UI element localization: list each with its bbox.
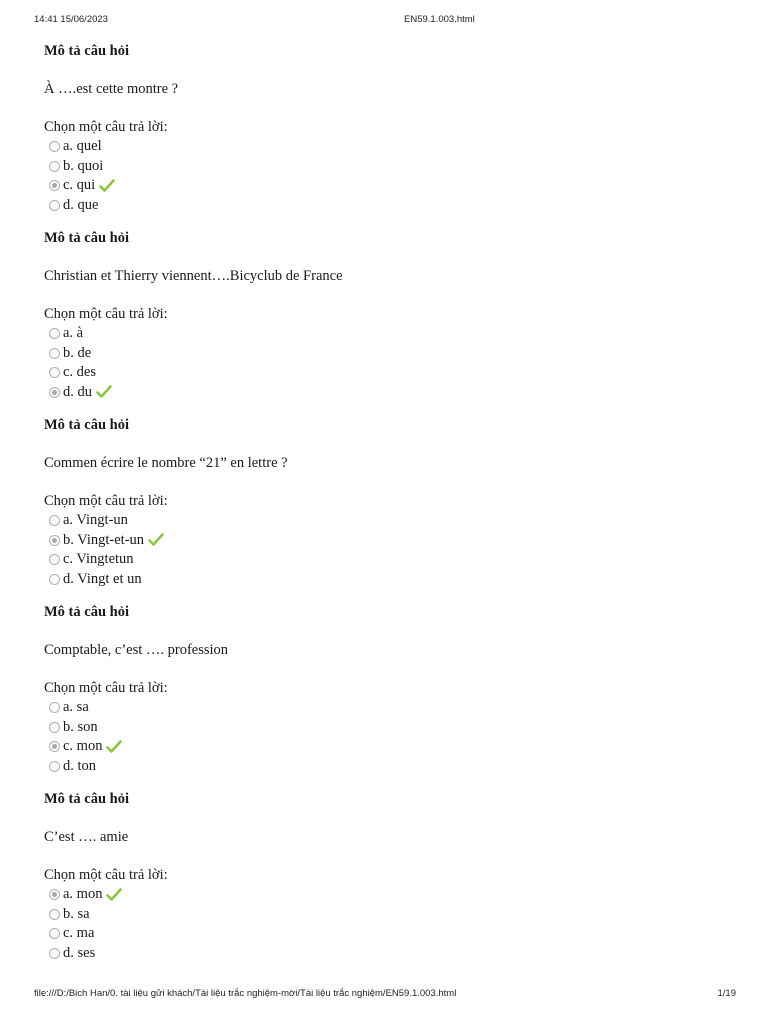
answer-prompt: Chọn một câu trả lời:	[44, 306, 168, 322]
print-page-number: 1/19	[717, 988, 736, 999]
print-footer	[0, 988, 768, 1002]
answer-label: d. du	[63, 383, 92, 400]
answer-label: d. ses	[63, 944, 96, 961]
answer-option[interactable]	[44, 196, 734, 216]
question-text: Comptable, c’est …. profession	[44, 642, 229, 658]
answer-label: a. Vingt-un	[63, 512, 128, 528]
radio-button[interactable]	[49, 948, 60, 959]
radio-button[interactable]	[49, 515, 60, 526]
answer-list	[44, 511, 734, 589]
radio-button[interactable]	[49, 535, 60, 546]
print-file-path: file:///D:/Bich Han/0. tài liệu gửi khách/Tài liệu trắc nghiệm-mới/Tài liệu trắc nghiệm/EN59.1.003.html	[34, 988, 457, 999]
answer-label: a. quel	[63, 138, 102, 154]
answer-list	[44, 324, 734, 402]
answer-prompt: Chọn một câu trả lời:	[44, 680, 168, 696]
question-heading: Mô tả câu hỏi	[44, 43, 129, 59]
answer-label: b. son	[63, 718, 98, 735]
answer-label: c. qui	[63, 177, 96, 193]
radio-button[interactable]	[49, 761, 60, 772]
answer-label: a. sa	[63, 699, 89, 715]
question-block	[44, 790, 734, 977]
answer-label: c. des	[63, 364, 97, 380]
answer-prompt: Chọn một câu trả lời:	[44, 867, 168, 883]
answer-label: b. Vingt-et-un	[63, 531, 145, 548]
answer-list	[44, 698, 734, 776]
radio-button[interactable]	[49, 161, 60, 172]
question-block	[44, 229, 734, 416]
answer-list	[44, 885, 734, 963]
question-block	[44, 416, 734, 603]
question-text: Commen écrire le nombre “21” en lettre ?	[44, 455, 288, 471]
answer-option[interactable]	[44, 737, 734, 757]
answer-option[interactable]	[44, 905, 734, 925]
answer-prompt: Chọn một câu trả lời:	[44, 119, 168, 135]
radio-button[interactable]	[49, 387, 60, 398]
question-heading: Mô tả câu hỏi	[44, 604, 129, 620]
checkmark-icon	[96, 385, 112, 399]
answer-option[interactable]	[44, 324, 734, 344]
answer-list	[44, 137, 734, 215]
question-text: Christian et Thierry viennent….Bicyclub de France	[44, 268, 343, 284]
radio-button[interactable]	[49, 141, 60, 152]
question-heading: Mô tả câu hỏi	[44, 791, 129, 807]
answer-option[interactable]	[44, 176, 734, 196]
answer-label: c. mon	[63, 738, 103, 754]
answer-label: b. quoi	[63, 157, 104, 174]
answer-option[interactable]	[44, 757, 734, 777]
checkmark-icon	[99, 179, 115, 193]
radio-button[interactable]	[49, 741, 60, 752]
answer-label: d. Vingt et un	[63, 570, 142, 587]
answer-option[interactable]	[44, 718, 734, 738]
radio-button[interactable]	[49, 554, 60, 565]
radio-button[interactable]	[49, 909, 60, 920]
radio-button[interactable]	[49, 180, 60, 191]
answer-prompt: Chọn một câu trả lời:	[44, 493, 168, 509]
answer-option[interactable]	[44, 531, 734, 551]
answer-option[interactable]	[44, 383, 734, 403]
question-text: À ….est cette montre ?	[44, 81, 179, 97]
question-block	[44, 603, 734, 790]
radio-button[interactable]	[49, 928, 60, 939]
answer-label: c. Vingtetun	[63, 551, 134, 567]
answer-option[interactable]	[44, 924, 734, 944]
answer-option[interactable]	[44, 944, 734, 964]
answer-option[interactable]	[44, 137, 734, 157]
answer-label: d. que	[63, 196, 99, 213]
answer-option[interactable]	[44, 511, 734, 531]
answer-option[interactable]	[44, 550, 734, 570]
print-datetime: 14:41 15/06/2023	[34, 14, 108, 25]
radio-button[interactable]	[49, 722, 60, 733]
checkmark-icon	[106, 888, 122, 902]
answer-option[interactable]	[44, 363, 734, 383]
radio-button[interactable]	[49, 889, 60, 900]
answer-label: b. sa	[63, 905, 90, 922]
question-text: C’est …. amie	[44, 829, 129, 845]
radio-button[interactable]	[49, 200, 60, 211]
answer-option[interactable]	[44, 698, 734, 718]
answer-label: d. ton	[63, 757, 97, 774]
question-heading: Mô tả câu hỏi	[44, 417, 129, 433]
answer-option[interactable]	[44, 885, 734, 905]
answer-label: a. mon	[63, 886, 103, 902]
question-heading: Mô tả câu hỏi	[44, 230, 129, 246]
print-header	[0, 14, 768, 28]
print-doc-title: EN59.1.003.html	[404, 14, 475, 25]
answer-option[interactable]	[44, 344, 734, 364]
radio-button[interactable]	[49, 367, 60, 378]
radio-button[interactable]	[49, 574, 60, 585]
answer-label: a. à	[63, 325, 84, 341]
answer-label: c. ma	[63, 925, 95, 941]
answer-option[interactable]	[44, 570, 734, 590]
checkmark-icon	[148, 533, 164, 547]
answer-label: b. de	[63, 344, 92, 361]
question-block	[44, 42, 734, 229]
radio-button[interactable]	[49, 702, 60, 713]
checkmark-icon	[106, 740, 122, 754]
radio-button[interactable]	[49, 328, 60, 339]
radio-button[interactable]	[49, 348, 60, 359]
quiz-content	[44, 42, 734, 977]
answer-option[interactable]	[44, 157, 734, 177]
